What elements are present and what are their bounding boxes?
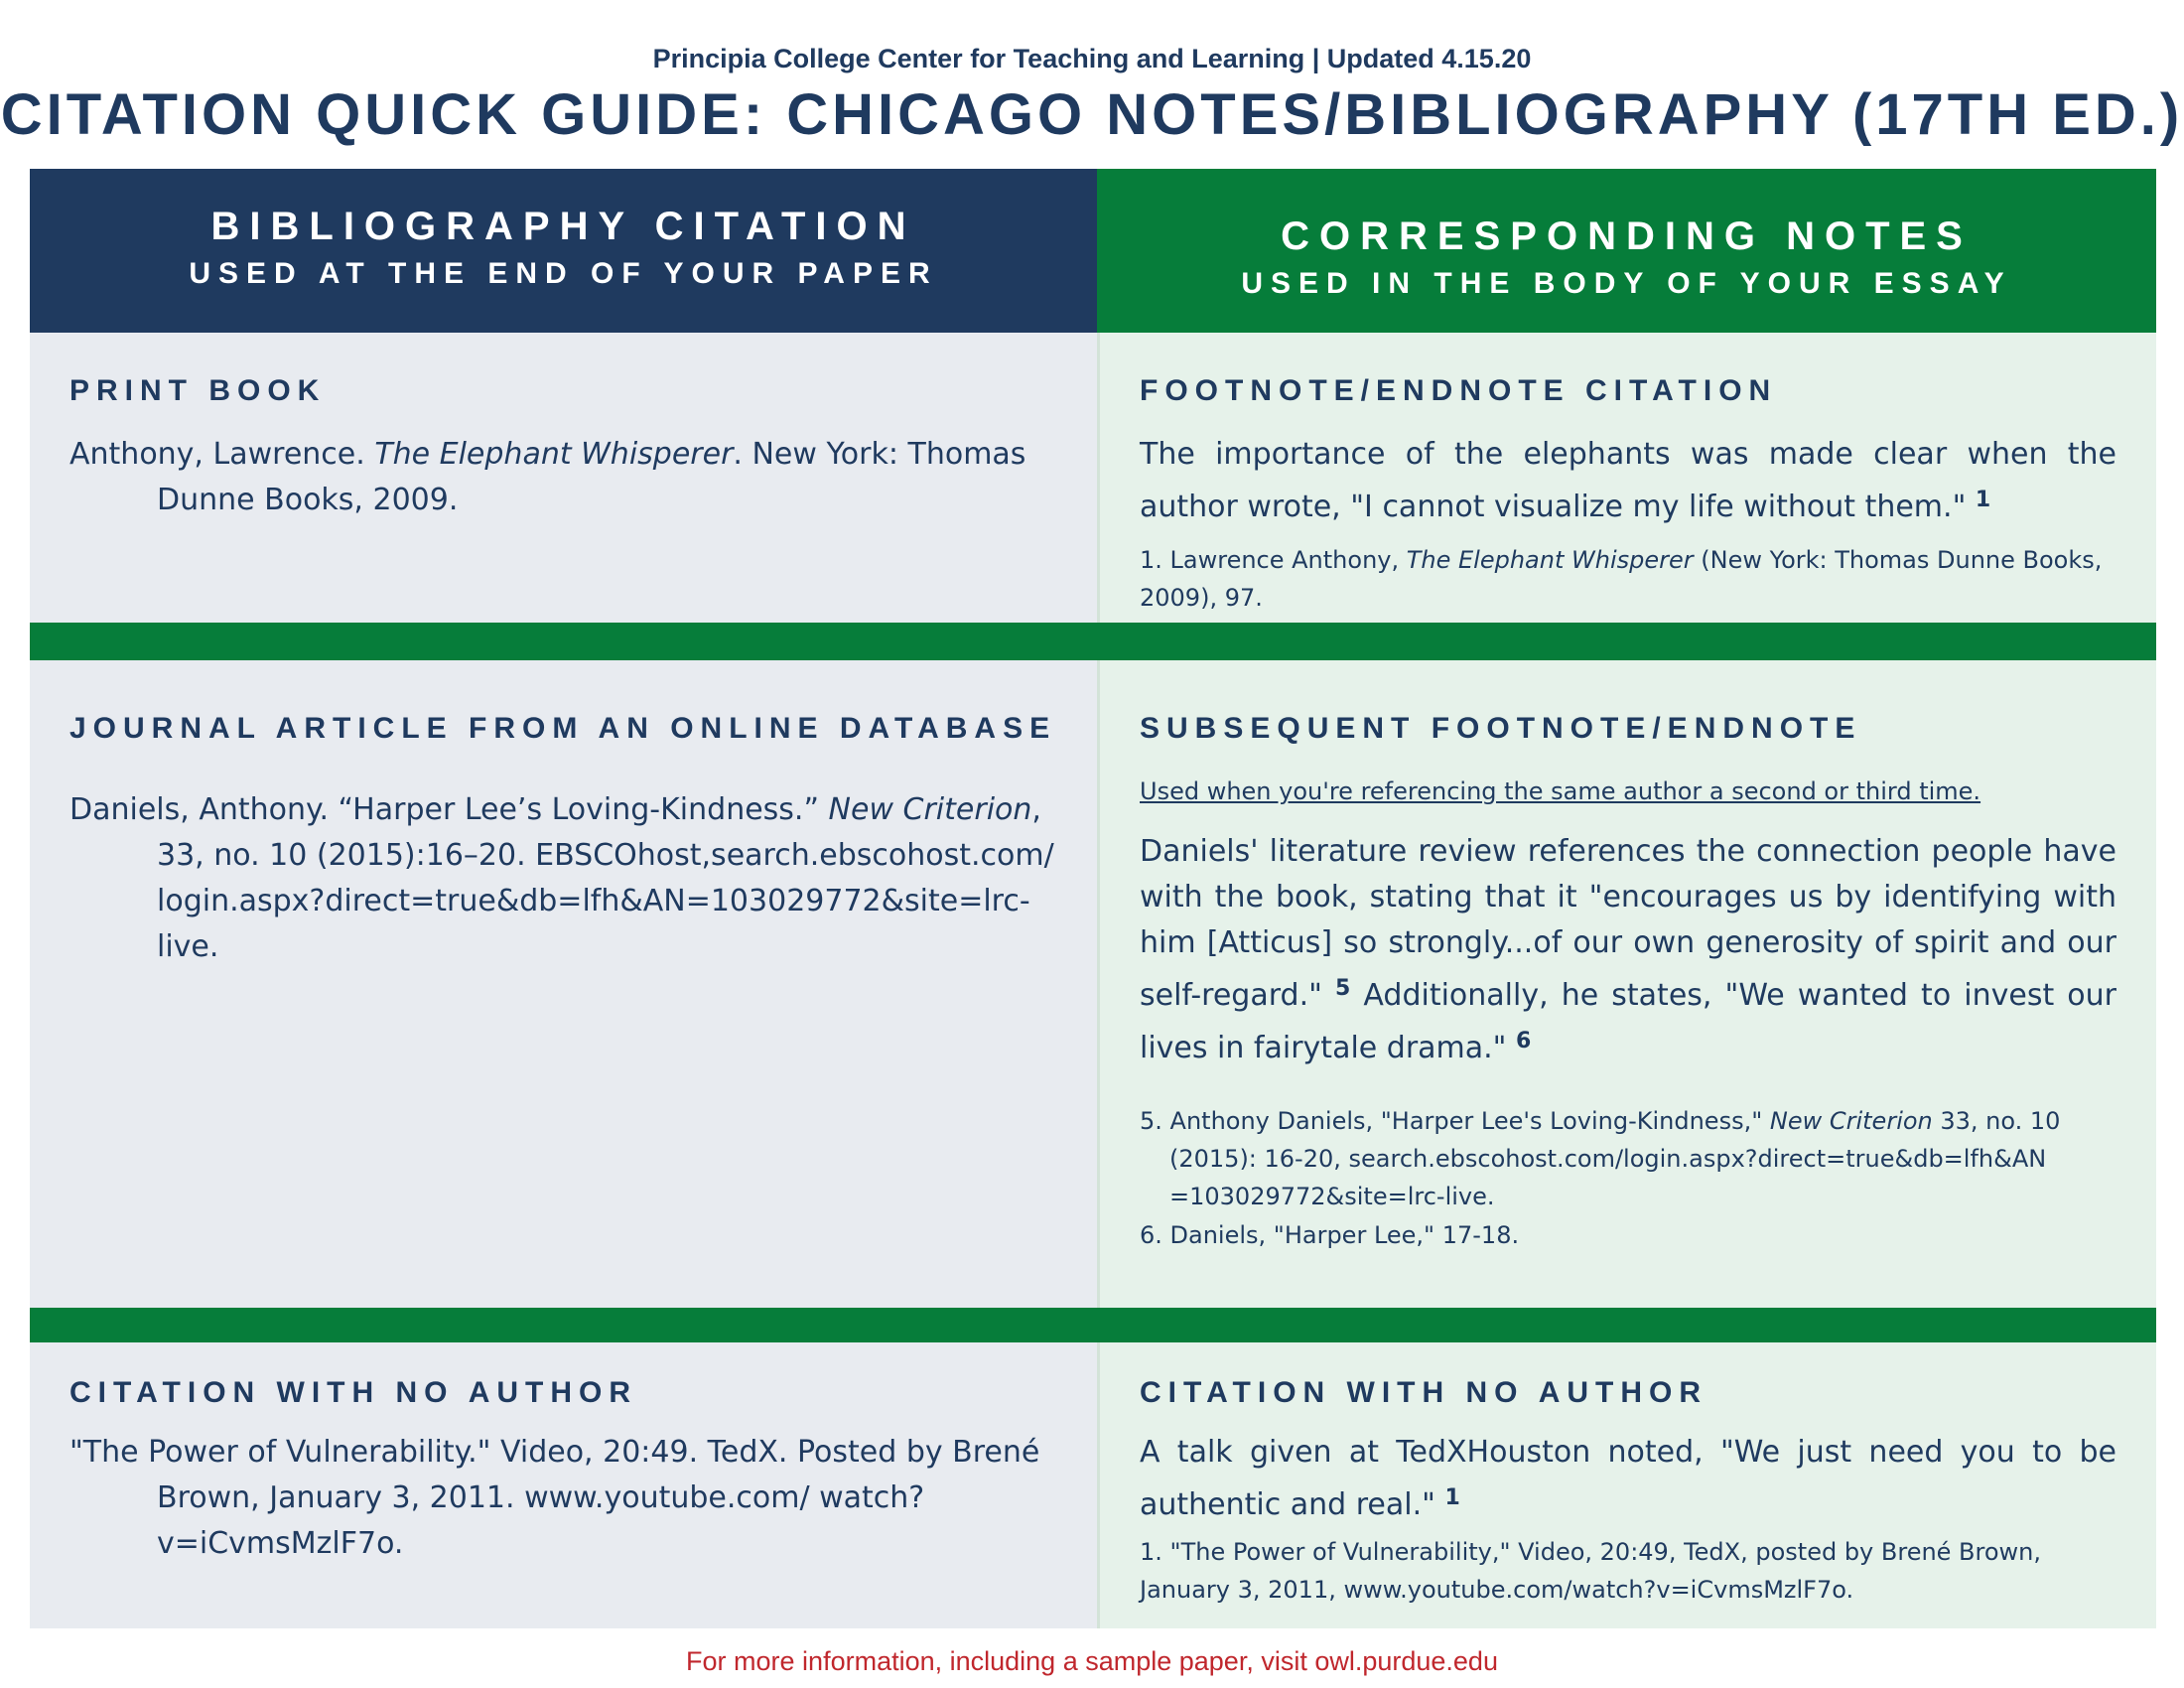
bibliography-entry [69,787,1067,970]
footnote-marker: 1 [1975,488,1991,512]
paragraph-text: Additionally, he states, "We wanted to invest our lives in fairytale drama." [1140,978,2116,1065]
section-heading: CITATION WITH NO AUTHOR [1140,1376,1708,1409]
section-heading: JOURNAL ARTICLE FROM AN ONLINE DATABASE [69,712,1057,745]
note-text: (New York: Thomas Dunne Books, 2009), 97. [1140,546,2103,612]
bibliography-column-subtitle: USED AT THE END OF YOUR PAPER [189,257,938,290]
footnote-cell [1097,333,2156,623]
example-paragraph [1140,432,2116,530]
notes-column-header [1097,169,2156,333]
subsequent-footnote-cell [1097,660,2156,1308]
note-title-italic: New Criterion [1769,1107,1933,1135]
entry-title-italic: The Elephant Whisperer [374,437,734,472]
footnote-marker: 5 [1335,976,1351,1001]
paragraph-text: Daniels' literature review references the connection people have with the book, stating that it "encourages us by identifying with him [Atticus] so strongly...of our own generosity of spirit and our self-regard." [1140,834,2116,1013]
entry-text: . New York: Thomas Dunne Books, 2009. [157,437,1026,517]
bibliography-entry: "The Power of Vulnerability." Video, 20:49. TedX. Posted by Brené Brown, January 3, 2011. www.youtube.com/ watch?v=iCvmsMzlF7o. [69,1435,1040,1561]
journal-article-cell [30,660,1097,1308]
footnote [1140,541,2107,617]
row-divider [30,623,2156,660]
footnote-marker: 6 [1516,1029,1532,1054]
no-author-bibliography-cell [30,1342,1097,1628]
notes-column-title: CORRESPONDING NOTES [1281,214,1973,258]
no-author-note-cell [1097,1342,2156,1628]
footnote-marker: 1 [1444,1485,1460,1510]
paragraph-text: The importance of the elephants was made clear when the author wrote, "I cannot visualize my life without them." [1140,437,2116,524]
section-heading: PRINT BOOK [69,374,327,407]
page-title: CITATION QUICK GUIDE: CHICAGO NOTES/BIBLIOGRAPHY (17TH ED.) [0,82,2184,147]
footnote [1140,1102,2107,1215]
footer-link-text: For more information, including a sample paper, visit owl.purdue.edu [686,1646,1498,1676]
note-text: 33, no. 10 (2015): 16-20, search.ebscohost.com/login.aspx?direct=true&db=lfh&AN =103029772&site=lrc-live. [1169,1107,2061,1210]
note-text: 1. Lawrence Anthony, [1140,546,1407,574]
header-top-line: Principia College Center for Teaching and Learning | Updated 4.15.20 [652,44,1532,73]
print-book-cell [30,333,1097,623]
section-heading: SUBSEQUENT FOOTNOTE/ENDNOTE [1140,712,1862,745]
bibliography-column-title: BIBLIOGRAPHY CITATION [210,205,916,248]
note-text: 5. Anthony Daniels, "Harper Lee's Loving-Kindness," [1140,1107,1770,1135]
example-paragraph [1140,829,2116,1071]
footnote: 1. "The Power of Vulnerability," Video, 20:49, TedX, posted by Brené Brown, January 3, 2011, www.youtube.com/watch?v=iCvmsMzlF7o. [1140,1538,2042,1604]
entry-text: , 33, no. 10 (2015):16–20. EBSCOhost,search.ebscohost.com/ login.aspx?direct=true&db=lfh&AN=103029772&site=lrc-live. [157,792,1054,964]
entry-title-italic: New Criterion [828,792,1032,827]
bibliography-column-header [30,169,1097,333]
paragraph-text: A talk given at TedXHouston noted, "We just need you to be authentic and real." [1140,1435,2116,1522]
entry-text: Anthony, Lawrence. [69,437,375,472]
section-heading: CITATION WITH NO AUTHOR [69,1376,638,1409]
notes-column-subtitle: USED IN THE BODY OF YOUR ESSAY [1241,267,2012,300]
example-paragraph [1140,1430,2116,1528]
row-divider [30,1308,2156,1342]
entry-text: Daniels, Anthony. “Harper Lee’s Loving-Kindness.” [69,792,829,827]
section-heading: FOOTNOTE/ENDNOTE CITATION [1140,374,1778,407]
note-title-italic: The Elephant Whisperer [1406,546,1694,574]
usage-note: Used when you're referencing the same author a second or third time. [1140,777,1981,805]
footnote: 6. Daniels, "Harper Lee," 17-18. [1140,1221,1520,1249]
bibliography-entry [69,432,1067,523]
